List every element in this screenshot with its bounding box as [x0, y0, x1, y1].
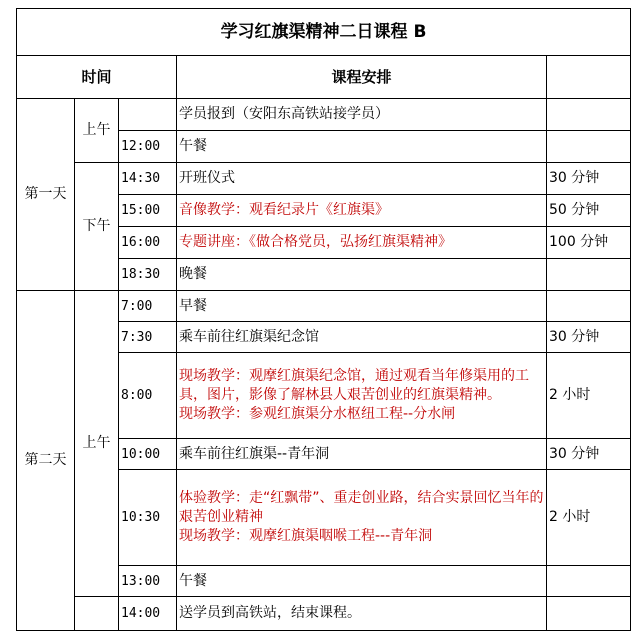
table-row — [17, 291, 631, 322]
duration-cell: 50 分钟 — [547, 195, 631, 227]
time-cell: 10:30 — [119, 470, 177, 566]
time-header: 时间 — [17, 56, 177, 99]
duration-cell: 2 小时 — [547, 470, 631, 566]
activity-text: 午餐 — [179, 572, 207, 589]
activity-text: 晚餐 — [179, 266, 207, 282]
activity-text: 午餐 — [179, 138, 207, 154]
time-cell: 12:00 — [119, 131, 177, 163]
time-cell: 18:30 — [119, 259, 177, 291]
duration-cell — [547, 99, 631, 131]
duration-cell: 100 分钟 — [547, 227, 631, 259]
duration-cell: 30 分钟 — [547, 163, 631, 195]
time-cell: 14:00 — [119, 597, 177, 631]
activity-text: 学员报到（安阳东高铁站接学员） — [179, 106, 389, 122]
duration-cell — [547, 131, 631, 163]
activity-cell — [177, 195, 547, 227]
activity-text: 早餐 — [179, 297, 207, 314]
activity-cell — [177, 227, 547, 259]
duration-cell — [547, 597, 631, 631]
activity-text: 体验教学：走“红飘带”、重走创业路，结合实景回忆当年的艰苦创业精神 — [179, 490, 544, 525]
duration-cell: 30 分钟 — [547, 322, 631, 353]
duration-cell: 2 小时 — [547, 353, 631, 439]
period-label-morning: 上午 — [75, 99, 119, 163]
time-cell: 7:00 — [119, 291, 177, 322]
duration-cell — [547, 259, 631, 291]
table-row — [17, 163, 631, 195]
table-title: 学习红旗渠精神二日课程 B — [17, 9, 631, 56]
time-cell: 16:00 — [119, 227, 177, 259]
day-label-day2: 第二天 — [17, 291, 75, 631]
table-row — [17, 597, 631, 631]
activity-cell — [177, 470, 547, 566]
period-label-afternoon: 下午 — [75, 163, 119, 291]
activity-cell — [177, 163, 547, 195]
activity-text: 音像教学：观看纪录片《红旗渠》 — [179, 202, 389, 218]
activity-text: 现场教学：参观红旗渠分水枢纽工程--分水闸 — [179, 406, 456, 422]
title-row — [17, 9, 631, 56]
header-row — [17, 56, 631, 99]
activity-text: 乘车前往红旗渠纪念馆 — [179, 328, 319, 345]
activity-cell — [177, 131, 547, 163]
time-cell: 8:00 — [119, 353, 177, 439]
activity-cell — [177, 439, 547, 470]
day-label-day1: 第一天 — [17, 99, 75, 291]
period-empty-cell — [75, 597, 119, 631]
time-cell: 15:00 — [119, 195, 177, 227]
header-empty-cell — [547, 56, 631, 99]
duration-cell: 30 分钟 — [547, 439, 631, 470]
activity-cell — [177, 597, 547, 631]
time-cell: 14:30 — [119, 163, 177, 195]
activity-cell — [177, 353, 547, 439]
activity-cell — [177, 566, 547, 597]
activity-cell — [177, 259, 547, 291]
period-label-morning-day2: 上午 — [75, 291, 119, 597]
time-cell — [119, 99, 177, 131]
time-cell: 13:00 — [119, 566, 177, 597]
activity-text: 送学员到高铁站，结束课程。 — [179, 605, 361, 621]
schedule-header: 课程安排 — [177, 56, 547, 99]
activity-cell — [177, 99, 547, 131]
activity-cell — [177, 322, 547, 353]
activity-text: 乘车前往红旗渠--青年洞 — [179, 445, 330, 462]
duration-cell — [547, 291, 631, 322]
duration-cell — [547, 566, 631, 597]
table-row — [17, 99, 631, 131]
activity-cell — [177, 291, 547, 322]
activity-text: 开班仪式 — [179, 170, 235, 186]
time-cell: 7:30 — [119, 322, 177, 353]
activity-text: 专题讲座：《做合格党员，弘扬红旗渠精神》 — [179, 234, 452, 250]
course-schedule-table — [16, 8, 631, 631]
time-cell: 10:00 — [119, 439, 177, 470]
activity-text: 现场教学：观摩红旗渠咽喉工程---青年洞 — [179, 528, 433, 544]
activity-text: 现场教学：观摩红旗渠纪念馆，通过观看当年修渠用的工具，图片，影像了解林县人艰苦创业的红旗渠精神。 — [179, 368, 529, 403]
